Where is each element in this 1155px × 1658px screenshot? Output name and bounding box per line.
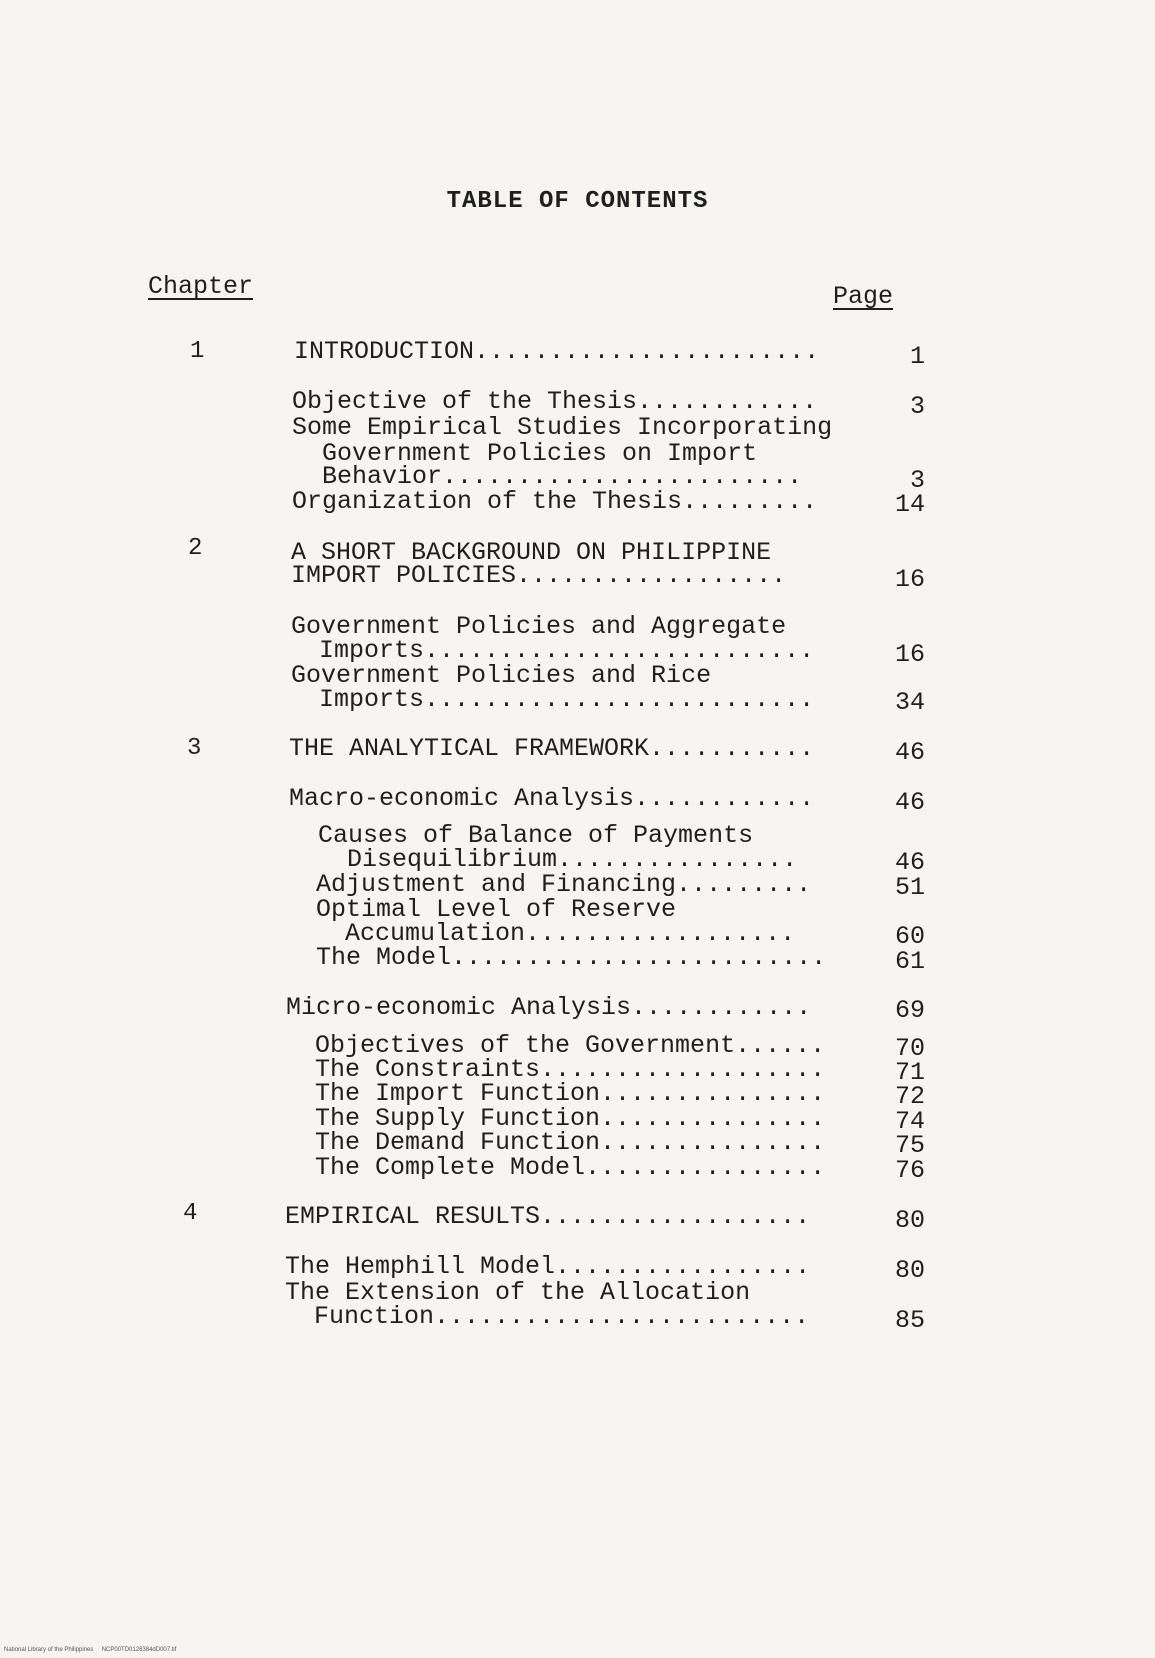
page-number: 76 — [894, 1156, 925, 1185]
page-number: 61 — [894, 947, 925, 976]
chapter-column-header: Chapter — [148, 272, 254, 301]
page-number: 46 — [894, 788, 925, 817]
page-column-header: Page — [833, 282, 894, 311]
toc-entry: Government Policies and Aggregate — [291, 612, 787, 641]
toc-entry: Optimal Level of Reserve — [316, 895, 677, 924]
toc-entry: Imports.......................... — [319, 636, 815, 665]
page-number: 60 — [894, 922, 925, 951]
page-number: 69 — [894, 996, 925, 1025]
page-number: 74 — [894, 1107, 925, 1136]
page-number: 72 — [894, 1082, 925, 1111]
toc-entry: Causes of Balance of Payments — [318, 821, 754, 850]
page-number: 80 — [894, 1256, 925, 1285]
toc-entry: Organization of the Thesis......... — [292, 487, 818, 516]
page-number: 34 — [894, 688, 925, 717]
page-number: 16 — [894, 640, 925, 669]
toc-entry: The Extension of the Allocation — [285, 1278, 751, 1307]
toc-entry: Some Empirical Studies Incorporating — [292, 413, 833, 442]
chapter-number: 4 — [183, 1200, 198, 1227]
toc-entry: Behavior........................ — [322, 462, 803, 491]
toc-entry: Macro-economic Analysis............ — [289, 784, 815, 813]
chapter-number: 2 — [188, 535, 203, 562]
toc-entry: Imports.......................... — [319, 685, 815, 714]
toc-entry: The Constraints................... — [315, 1055, 826, 1084]
page-number: 85 — [894, 1306, 925, 1335]
page-number: 3 — [909, 392, 925, 421]
toc-entry: The Supply Function............... — [315, 1104, 826, 1133]
scan-footer: National Library of the Philippines NCP00TD0126384dD007.tif — [4, 1647, 177, 1653]
page-number: 75 — [894, 1131, 925, 1160]
page-number: 51 — [894, 873, 925, 902]
page-number: 14 — [894, 490, 925, 519]
toc-entry: Government Policies on Import — [322, 439, 758, 468]
page-number: 70 — [894, 1034, 925, 1063]
page-number: 1 — [909, 342, 925, 371]
page-number: 46 — [894, 848, 925, 877]
toc-entry: Function......................... — [314, 1302, 810, 1331]
toc-entry: The Demand Function............... — [315, 1128, 826, 1157]
page-number: 71 — [894, 1058, 925, 1087]
toc-entry: Objectives of the Government...... — [315, 1031, 826, 1060]
chapter-number: 3 — [187, 735, 202, 762]
toc-entry: Disequilibrium................ — [347, 845, 798, 874]
toc-entry: Micro-economic Analysis............ — [286, 993, 812, 1022]
chapter-number: 1 — [190, 338, 205, 365]
page-title: TABLE OF CONTENTS — [446, 188, 709, 215]
toc-entry: Government Policies and Rice — [291, 661, 712, 690]
toc-entry: Objective of the Thesis............ — [292, 387, 818, 416]
page-number: 80 — [894, 1206, 925, 1235]
page-number: 3 — [909, 466, 925, 495]
chapter-title: THE ANALYTICAL FRAMEWORK........... — [289, 734, 815, 763]
chapter-title: IMPORT POLICIES.................. — [291, 561, 787, 590]
chapter-title: A SHORT BACKGROUND ON PHILIPPINE — [291, 538, 772, 567]
chapter-title: INTRODUCTION....................... — [294, 337, 820, 366]
toc-entry: Accumulation.................. — [345, 919, 796, 948]
toc-entry: The Import Function............... — [315, 1079, 826, 1108]
toc-entry: The Model......................... — [316, 943, 827, 972]
toc-entry: The Complete Model................ — [315, 1153, 826, 1182]
chapter-title: EMPIRICAL RESULTS.................. — [285, 1202, 811, 1231]
toc-entry: The Hemphill Model................. — [285, 1252, 811, 1281]
page-number: 46 — [894, 738, 925, 767]
toc-entry: Adjustment and Financing......... — [316, 870, 812, 899]
page-number: 16 — [894, 565, 925, 594]
